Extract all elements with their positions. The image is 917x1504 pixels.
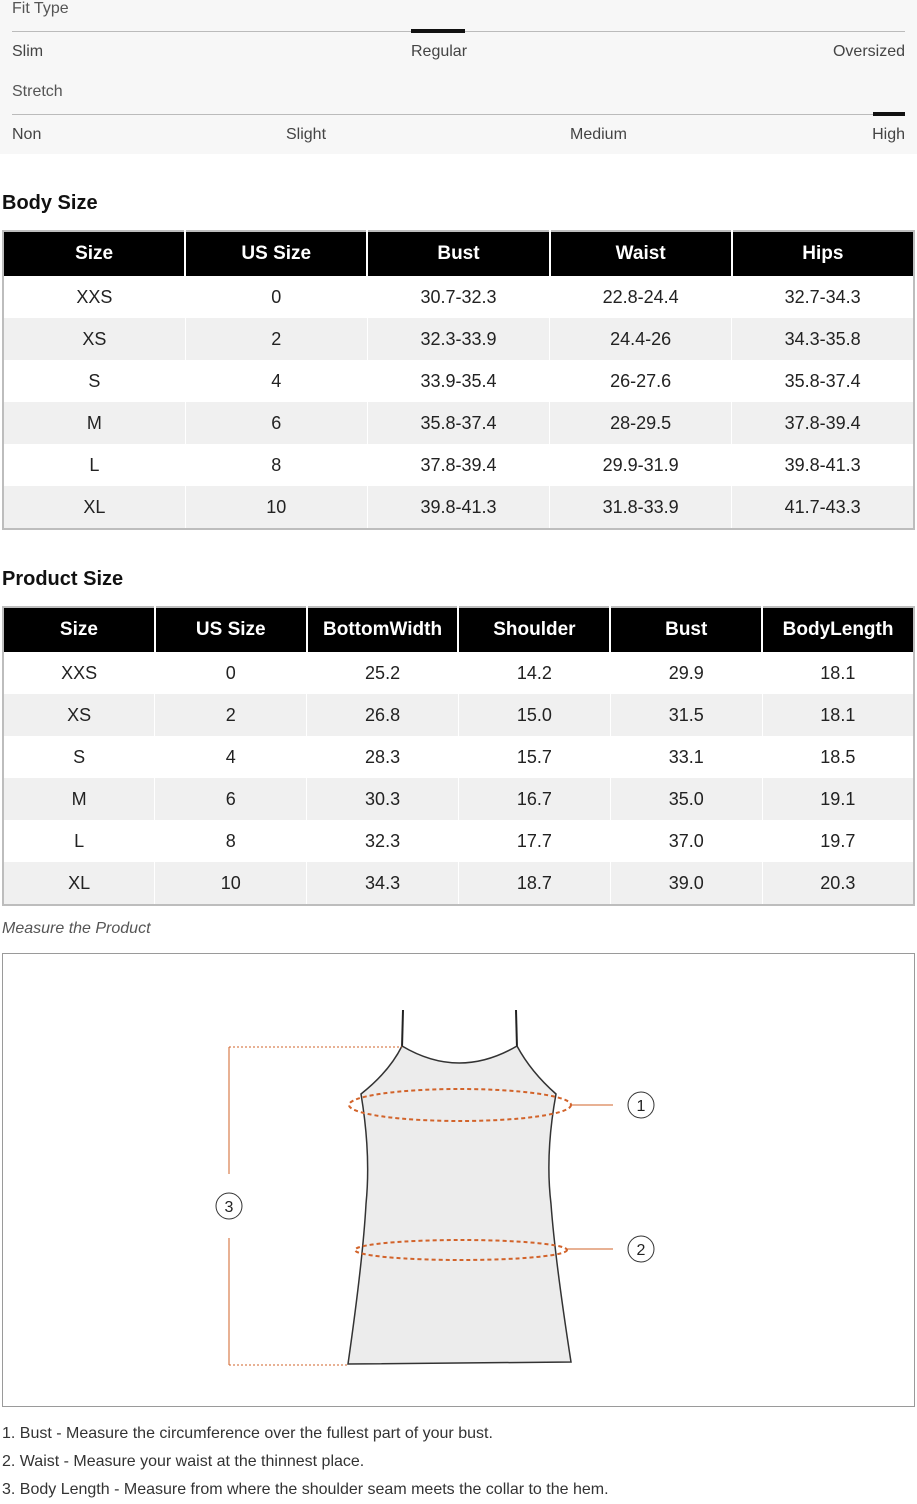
body-table-row: [3, 276, 914, 318]
body-table-cell: 32.3-33.9: [367, 318, 549, 360]
product-table-cell: 28.3: [307, 736, 459, 778]
left-strap: [402, 1010, 403, 1048]
body-table-cell: 32.7-34.3: [732, 276, 914, 318]
product-header-cell: Size: [3, 607, 155, 652]
body-table-row: [3, 360, 914, 402]
product-table-cell: 37.0: [610, 820, 762, 862]
stretch-option-non: Non: [12, 126, 42, 143]
body-table-row: [3, 318, 914, 360]
product-table-cell: 34.3: [307, 862, 459, 905]
product-table-cell: 14.2: [458, 652, 610, 694]
product-header-cell: US Size: [155, 607, 307, 652]
body-table-cell: 22.8-24.4: [550, 276, 732, 318]
fit-type-label: Fit Type: [12, 0, 69, 17]
product-table-cell: 8: [155, 820, 307, 862]
body-table-cell: 28-29.5: [550, 402, 732, 444]
body-table-cell: 24.4-26: [550, 318, 732, 360]
body-header-cell: US Size: [185, 231, 367, 276]
body-header-cell: Bust: [367, 231, 549, 276]
product-header-cell: BodyLength: [762, 607, 914, 652]
stretch-option-medium: Medium: [570, 126, 627, 143]
body-table-cell: XS: [3, 318, 185, 360]
product-table-cell: 0: [155, 652, 307, 694]
product-table-cell: 17.7: [458, 820, 610, 862]
product-table-cell: 20.3: [762, 862, 914, 905]
body-table-cell: 0: [185, 276, 367, 318]
body-table-cell: 29.9-31.9: [550, 444, 732, 486]
measure-caption: Measure the Product: [2, 920, 151, 937]
note-bust: 1. Bust - Measure the circumference over the fullest part of your bust.: [2, 1425, 493, 1442]
body-table-cell: 41.7-43.3: [732, 486, 914, 529]
product-table-cell: XL: [3, 862, 155, 905]
body-table-cell: 8: [185, 444, 367, 486]
stretch-option-slight: Slight: [286, 126, 327, 143]
body-table-cell: XXS: [3, 276, 185, 318]
note-body-length: 3. Body Length - Measure from where the shoulder seam meets the collar to the hem.: [2, 1481, 609, 1498]
product-table-cell: 15.0: [458, 694, 610, 736]
product-table-cell: 6: [155, 778, 307, 820]
product-table-cell: 31.5: [610, 694, 762, 736]
body-table-row: [3, 486, 914, 529]
body-table-cell: 10: [185, 486, 367, 529]
product-header-cell: Bust: [610, 607, 762, 652]
body-table-cell: 35.8-37.4: [732, 360, 914, 402]
measure-diagram: [2, 953, 915, 1407]
product-table-cell: 19.1: [762, 778, 914, 820]
body-table-cell: 35.8-37.4: [367, 402, 549, 444]
stretch-scale: [12, 114, 905, 115]
fit-option-slim: Slim: [12, 43, 44, 60]
marker-3-label: 3: [224, 1199, 234, 1216]
product-table-cell: XXS: [3, 652, 155, 694]
product-table-cell: 19.7: [762, 820, 914, 862]
product-table-row: [3, 652, 914, 694]
product-table-cell: 18.1: [762, 652, 914, 694]
product-table-row: [3, 778, 914, 820]
product-table-cell: 18.1: [762, 694, 914, 736]
product-table-cell: 16.7: [458, 778, 610, 820]
body-table-cell: L: [3, 444, 185, 486]
product-table-cell: 15.7: [458, 736, 610, 778]
body-size-table: [2, 230, 915, 530]
body-header-cell: Waist: [550, 231, 732, 276]
marker-2-label: 2: [636, 1242, 646, 1259]
body-table-cell: 34.3-35.8: [732, 318, 914, 360]
product-table-cell: 10: [155, 862, 307, 905]
product-table-cell: 18.7: [458, 862, 610, 905]
body-table-row: [3, 444, 914, 486]
body-size-title: Body Size: [2, 192, 98, 214]
body-table-cell: 31.8-33.9: [550, 486, 732, 529]
body-table-row: [3, 402, 914, 444]
product-table-cell: 39.0: [610, 862, 762, 905]
body-table-cell: 39.8-41.3: [732, 444, 914, 486]
body-table-cell: 37.8-39.4: [367, 444, 549, 486]
product-table-cell: 33.1: [610, 736, 762, 778]
product-table-cell: L: [3, 820, 155, 862]
body-table-cell: XL: [3, 486, 185, 529]
tank-top-illustration: [3, 954, 914, 1406]
body-header-cell: Hips: [732, 231, 914, 276]
product-table-cell: 25.2: [307, 652, 459, 694]
product-table-cell: 18.5: [762, 736, 914, 778]
product-table-row: [3, 820, 914, 862]
stretch-selected-marker: [873, 112, 905, 116]
product-table-cell: 30.3: [307, 778, 459, 820]
stretch-label: Stretch: [12, 83, 63, 100]
product-table-cell: S: [3, 736, 155, 778]
marker-1-label: 1: [636, 1098, 646, 1115]
body-header-cell: Size: [3, 231, 185, 276]
product-table-cell: 29.9: [610, 652, 762, 694]
product-header-cell: Shoulder: [458, 607, 610, 652]
measure-notes: [2, 1420, 609, 1504]
body-table-cell: 2: [185, 318, 367, 360]
body-table-cell: 30.7-32.3: [367, 276, 549, 318]
product-table-cell: 35.0: [610, 778, 762, 820]
right-strap: [516, 1010, 517, 1048]
product-table-cell: 4: [155, 736, 307, 778]
product-table-row: [3, 862, 914, 905]
product-size-title: Product Size: [2, 568, 124, 590]
body-table-cell: M: [3, 402, 185, 444]
product-table-cell: 2: [155, 694, 307, 736]
body-table-cell: 26-27.6: [550, 360, 732, 402]
product-table-row: [3, 736, 914, 778]
fit-option-regular: Regular: [411, 43, 468, 60]
body-table-cell: 6: [185, 402, 367, 444]
product-table-cell: XS: [3, 694, 155, 736]
fit-panel: [0, 0, 917, 154]
product-table-cell: M: [3, 778, 155, 820]
body-table-cell: 39.8-41.3: [367, 486, 549, 529]
body-table-cell: S: [3, 360, 185, 402]
product-table-cell: 26.8: [307, 694, 459, 736]
product-table-row: [3, 694, 914, 736]
body-table-cell: 4: [185, 360, 367, 402]
product-size-table: [2, 606, 915, 906]
fit-type-selected-marker: [411, 29, 465, 33]
body-table-cell: 37.8-39.4: [732, 402, 914, 444]
fit-option-oversized: Oversized: [832, 43, 905, 60]
product-header-cell: BottomWidth: [307, 607, 459, 652]
product-table-cell: 32.3: [307, 820, 459, 862]
stretch-option-high: High: [872, 126, 905, 143]
note-waist: 2. Waist - Measure your waist at the thinnest place.: [2, 1453, 365, 1470]
body-table-cell: 33.9-35.4: [367, 360, 549, 402]
